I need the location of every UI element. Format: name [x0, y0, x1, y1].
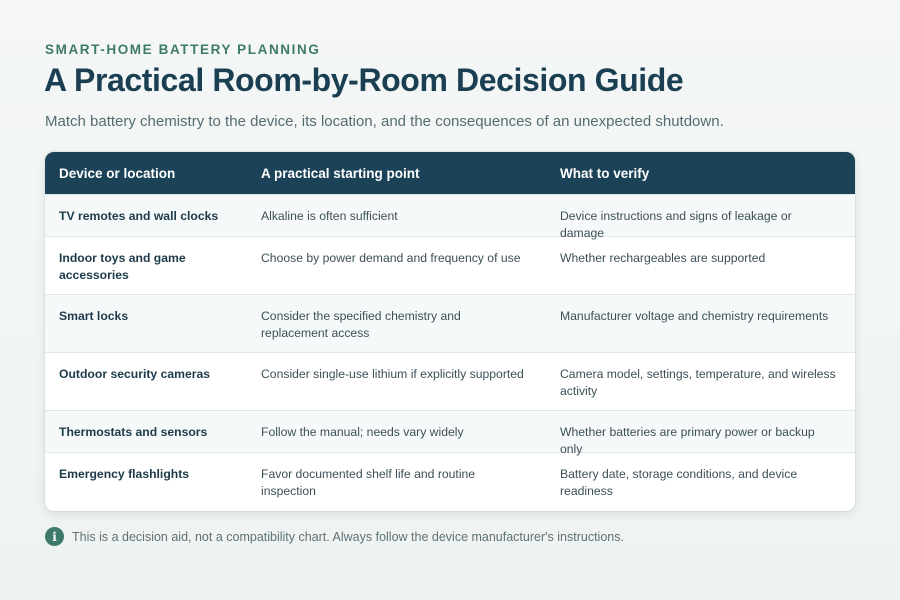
- cell-starting-point: Consider single-use lithium if explicitly supported: [261, 367, 524, 381]
- page-title: A Practical Room-by-Room Decision Guide: [44, 62, 684, 98]
- column-header-verify: What to verify: [560, 165, 650, 181]
- cell-device: TV remotes and wall clocks: [59, 209, 219, 223]
- cell-verify: Whether rechargeables are supported: [560, 251, 766, 265]
- decision-table: [45, 152, 855, 511]
- info-icon: i: [45, 527, 64, 546]
- table-row: [45, 294, 855, 352]
- cell-starting-point: Follow the manual; needs vary widely: [261, 425, 464, 439]
- cell-verify: Manufacturer voltage and chemistry requirements: [560, 309, 829, 323]
- cell-starting-point: Alkaline is often sufficient: [261, 209, 398, 223]
- cell-device: Indoor toys and game accessories: [59, 251, 186, 282]
- cell-starting-point: Favor documented shelf life and routine inspection: [261, 467, 476, 498]
- cell-verify: Camera model, settings, temperature, and wireless activity: [560, 367, 836, 398]
- disclaimer-text: This is a decision aid, not a compatibility chart. Always follow the device manufacturer's instructions.: [72, 529, 624, 544]
- cell-verify: Battery date, storage conditions, and device readiness: [560, 467, 798, 498]
- table-row: [45, 194, 855, 240]
- cell-verify: Whether batteries are primary power or backup only: [560, 425, 815, 456]
- table-row: [45, 236, 855, 294]
- table-row: [45, 452, 855, 510]
- eyebrow-label: SMART-HOME BATTERY PLANNING: [45, 42, 321, 57]
- table-header: [45, 152, 855, 194]
- cell-device: Outdoor security cameras: [59, 367, 211, 381]
- cell-device: Thermostats and sensors: [59, 425, 208, 439]
- cell-device: Emergency flashlights: [59, 467, 190, 481]
- cell-device: Smart locks: [59, 309, 129, 323]
- table-row: [45, 352, 855, 410]
- column-header-starting-point: A practical starting point: [261, 165, 420, 181]
- cell-starting-point: Consider the specified chemistry and replacement access: [261, 309, 461, 340]
- cell-starting-point: Choose by power demand and frequency of use: [261, 251, 521, 265]
- cell-verify: Device instructions and signs of leakage or damage: [560, 209, 792, 240]
- table-row: [45, 410, 855, 456]
- page-subtitle: Match battery chemistry to the device, its location, and the consequences of an unexpected shutdown.: [45, 113, 724, 130]
- footer-note: [45, 527, 624, 546]
- column-header-device: Device or location: [59, 165, 176, 181]
